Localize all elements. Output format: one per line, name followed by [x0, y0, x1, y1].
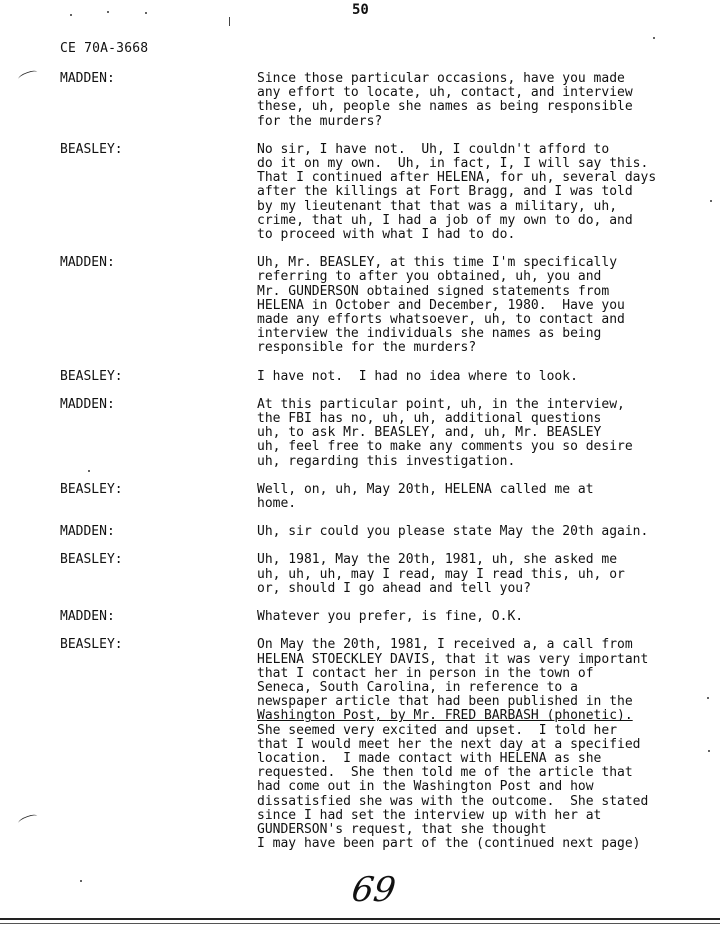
speech-line: requested. She then told me of the article that	[257, 765, 633, 781]
speech-line: by my lieutenant that that was a military, uh,	[257, 198, 618, 214]
speck	[80, 880, 82, 882]
speech-line: No sir, I have not. Uh, I couldn't afford to	[257, 141, 610, 157]
handwritten-page-number: 69	[349, 870, 399, 910]
speck	[70, 14, 72, 16]
transcript-entry	[0, 256, 720, 355]
bottom-rule-thin	[0, 923, 720, 924]
speech-line: Uh, Mr. BEASLEY, at this time I'm specifically	[257, 255, 618, 271]
speech-line: uh, to ask Mr. BEASLEY, and, uh, Mr. BEASLEY	[257, 425, 602, 441]
speech-text	[257, 638, 697, 851]
speaker-label: BEASLEY:	[60, 368, 123, 384]
speech-line: that I contact her in person in the town of	[257, 665, 594, 681]
speech-text	[257, 143, 697, 242]
speaker-label: MADDEN:	[60, 524, 115, 540]
speech-line: that I would meet her the next day at a specified	[257, 736, 641, 752]
speech-line: Uh, sir could you please state May the 20th again.	[257, 524, 649, 540]
speech-line: HELENA STOECKLEY DAVIS, that it was very important	[257, 651, 649, 667]
speck	[708, 750, 710, 752]
speaker-label: BEASLEY:	[60, 141, 123, 157]
speech-line: responsible for the murders?	[257, 340, 477, 356]
speech-line: Well, on, uh, May 20th, HELENA called me at	[257, 481, 594, 497]
speck	[107, 11, 109, 13]
speech-line: location. I made contact with HELENA as she	[257, 750, 602, 766]
bottom-rule	[0, 918, 720, 920]
speech-line: crime, that uh, I had a job of my own to do, and	[257, 212, 633, 228]
speck	[707, 697, 709, 699]
speech-line: home.	[257, 496, 297, 512]
page-number: 50	[352, 2, 369, 18]
speech-line: Uh, 1981, May the 20th, 1981, uh, she asked me	[257, 552, 618, 568]
speech-line: do it on my own. Uh, in fact, I, I will say this.	[257, 156, 649, 172]
speech-text	[257, 72, 697, 129]
speech-text	[257, 610, 697, 624]
transcript-entry	[0, 483, 720, 511]
speech-text	[257, 525, 697, 539]
speaker-label: MADDEN:	[60, 71, 115, 86]
speech-line: had come out in the Washington Post and how	[257, 779, 594, 795]
speaker-label: BEASLEY:	[60, 552, 123, 568]
speech-line: after the killings at Fort Bragg, and I was told	[257, 184, 633, 200]
transcript-entry	[0, 143, 720, 242]
speech-line: At this particular point, uh, in the interview,	[257, 396, 625, 412]
speech-text	[257, 553, 697, 596]
speech-line: uh, regarding this investigation.	[257, 453, 516, 469]
speech-line: Seneca, South Carolina, in reference to a	[257, 679, 578, 695]
speaker-label: MADDEN:	[60, 609, 115, 625]
speech-line: Washington Post, by Mr. FRED BARBASH (phonetic).	[257, 708, 633, 724]
speech-line: She seemed very excited and upset. I told her	[257, 722, 618, 738]
transcript-entry	[0, 398, 720, 469]
speck	[710, 200, 712, 202]
speech-line: made any efforts whatsoever, uh, to contact and	[257, 312, 625, 328]
speck	[145, 12, 147, 14]
transcript	[0, 72, 720, 851]
speech-line: Since those particular occasions, have you made	[257, 71, 625, 86]
transcript-entry	[0, 638, 720, 851]
speaker-label: MADDEN:	[60, 396, 115, 412]
speaker-label: BEASLEY:	[60, 637, 123, 653]
speech-line: for the murders?	[257, 113, 383, 129]
speck	[653, 37, 655, 39]
transcript-entry	[0, 72, 720, 129]
speech-line: Mr. GUNDERSON obtained signed statements from	[257, 283, 610, 299]
speech-line: newspaper article that had been published in the	[257, 694, 633, 710]
speech-line: I have not. I had no idea where to look.	[257, 368, 578, 384]
speaker-label: MADDEN:	[60, 255, 115, 271]
speech-line: referring to after you obtained, uh, you and	[257, 269, 602, 285]
speech-text	[257, 398, 697, 469]
speech-line: these, uh, people she names as being responsible	[257, 99, 633, 115]
speech-line: Whatever you prefer, is fine, O.K.	[257, 609, 524, 625]
speech-line: HELENA in October and December, 1980. Have you	[257, 297, 625, 313]
speech-text	[257, 370, 697, 384]
transcript-entry	[0, 525, 720, 539]
speech-line: interview the individuals she names as being	[257, 326, 602, 342]
speech-line: GUNDERSON's request, that she thought	[257, 821, 547, 837]
speech-line: dissatisfied she was with the outcome. She stated	[257, 793, 649, 809]
transcript-entry	[0, 553, 720, 596]
speaker-label: BEASLEY:	[60, 481, 123, 497]
speech-line: since I had set the interview up with her at	[257, 807, 602, 823]
speck	[88, 470, 90, 472]
transcript-entry	[0, 610, 720, 624]
transcript-entry	[0, 370, 720, 384]
speech-text	[257, 256, 697, 355]
speech-line: uh, feel free to make any comments you so desire	[257, 439, 633, 455]
speech-line: the FBI has no, uh, uh, additional questions	[257, 411, 602, 427]
speech-line: to proceed with what I had to do.	[257, 227, 516, 243]
margin-mark	[229, 17, 230, 26]
speech-line: I may have been part of the (continued next page)	[257, 836, 641, 852]
speech-line: That I continued after HELENA, for uh, several days	[257, 170, 657, 186]
speech-line: uh, uh, uh, may I read, may I read this, uh, or	[257, 566, 625, 582]
speech-line: any effort to locate, uh, contact, and interview	[257, 85, 633, 101]
speech-text	[257, 483, 697, 511]
speech-line: or, should I go ahead and tell you?	[257, 580, 531, 596]
case-number: CE 70A-3668	[60, 41, 149, 56]
speech-line: On May the 20th, 1981, I received a, a call from	[257, 637, 633, 653]
